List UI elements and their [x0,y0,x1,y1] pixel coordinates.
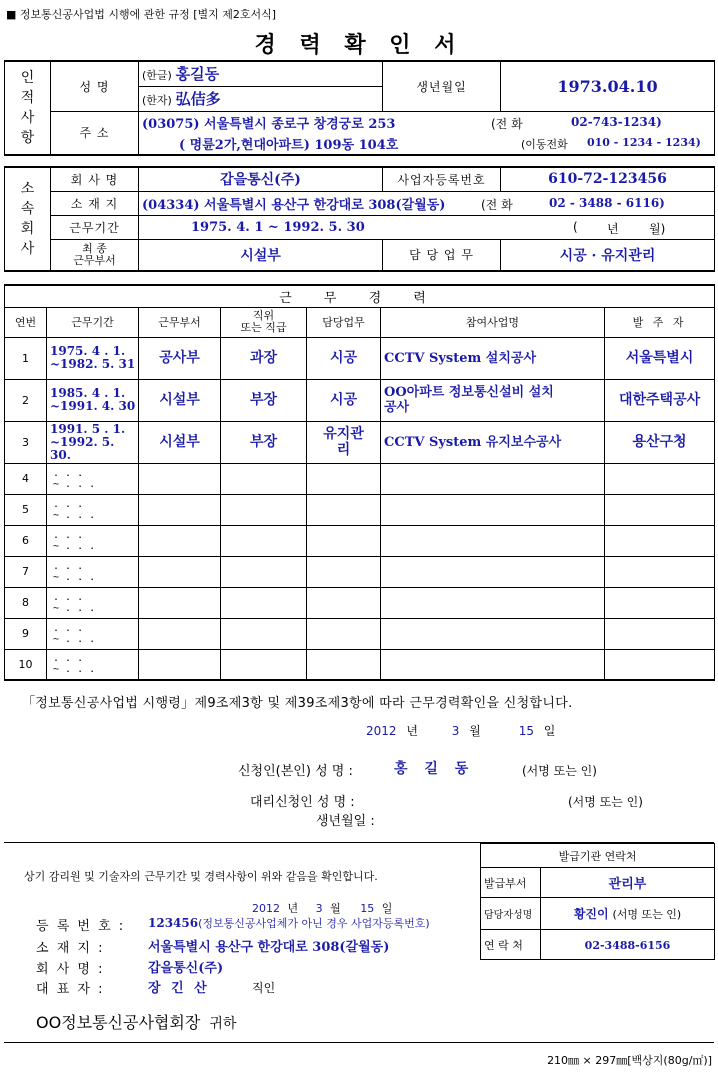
applicant-name: 홍 길 동 [394,761,475,777]
app-month-unit: 월 [469,724,481,738]
career-row [5,494,715,525]
career-cell-project: CCTV System 유지보수공사 [381,421,605,463]
address-label: 주 소 [51,111,139,155]
issuer-dept: 관리부 [608,877,647,892]
issuer-title: 발급기관 연락처 [481,844,715,868]
app-year-unit: 년 [406,724,418,738]
career-cell-duty: 유지관 리 [307,421,381,463]
career-cell-project: CCTV System 설치공사 [381,337,605,379]
career-cell-dept [139,587,221,618]
career-cell-no: 2 [5,379,47,421]
company-reg-label: 사업자등록번호 [383,167,501,191]
career-cell-period: . . . ~ . . . [47,463,139,494]
conf-year: 2012 [252,902,280,915]
career-cell-position: 부장 [221,421,307,463]
company-name-label: 회 사 명 [51,167,139,191]
footer-divider [4,1042,714,1043]
company-table [4,166,715,272]
company-section-label: 소 속 회 사 [5,167,51,271]
personal-section-label: 인 적 사 항 [5,61,51,155]
career-cell-project [381,649,605,680]
issuer-person-label: 담당자성명 [481,898,541,930]
career-cell-position [221,525,307,556]
applicant-sign-note: (서명 또는 인) [522,764,597,778]
document-title: 경 력 확 인 서 [254,33,464,58]
address-line1: (03075) 서울특별시 종로구 창경궁로 253 [142,116,396,132]
career-cell-period: . . . ~ . . . [47,525,139,556]
career-cell-no: 7 [5,556,47,587]
years-open: ( [573,219,578,234]
career-cell-client: 서울특별시 [605,337,715,379]
app-day-unit: 일 [543,724,556,738]
career-cell-period: . . . ~ . . . [47,556,139,587]
career-cell-duty [307,463,381,494]
career-title: 근 무 경 력 [5,285,715,307]
conf-month: 3 [315,902,323,915]
career-cell-duty [307,587,381,618]
regulation-caption: ■ 정보통신공사업법 시행에 관한 규정 [별지 제2호서식] [6,8,277,21]
career-cell-position [221,618,307,649]
career-cell-client [605,649,715,680]
career-row [5,379,715,421]
proxy-sign-note: (서명 또는 인) [568,795,643,809]
col-project: 참여사업명 [381,307,605,337]
career-cell-no: 3 [5,421,47,463]
career-row [5,463,715,494]
career-cell-no: 9 [5,618,47,649]
career-cell-dept: 시설부 [139,379,221,421]
career-cell-no: 1 [5,337,47,379]
career-cell-no: 5 [5,494,47,525]
conf-day-unit: 일 [381,902,393,915]
mobile-value: 010 - 1234 - 1234) [587,136,701,149]
conf-company: 갑을통신(주) [148,961,224,976]
career-cell-dept [139,494,221,525]
col-position: 직위 또는 직급 [221,307,307,337]
career-cell-project [381,525,605,556]
issuer-contact: 02-3488-6156 [584,938,671,952]
career-cell-no: 6 [5,525,47,556]
company-name: 갑을통신(주) [220,172,301,189]
career-cell-dept [139,556,221,587]
recipient: OO정보통신공사협회장 [36,1013,201,1032]
career-cell-client [605,556,715,587]
career-cell-duty [307,525,381,556]
col-dept: 근무부서 [139,307,221,337]
last-dept: 시설부 [240,247,281,264]
career-row [5,337,715,379]
last-dept-label: 최 종 근무부서 [51,239,139,271]
recipient-suffix: 귀하 [209,1016,237,1032]
company-phone-label: (전 화 [481,197,513,212]
career-cell-period: . . . ~ . . . [47,649,139,680]
name-hangul: 홍길동 [175,65,220,84]
career-cell-project: OO아파트 정보통신설비 설치 공사 [381,379,605,421]
career-cell-client: 대한주택공사 [605,379,715,421]
proxy-birth-label: 생년월일 : [316,814,375,829]
col-period: 근무기간 [47,307,139,337]
career-cell-position: 과장 [221,337,307,379]
personal-info-table [4,60,715,156]
confirmation-statement: 상기 감리원 및 기술자의 근무기간 및 경력사항이 위와 같음을 확인합니다. [24,870,378,883]
career-cell-dept: 시설부 [139,421,221,463]
duty-label: 담 당 업 무 [383,239,501,271]
career-cell-period: 1985. 4 . 1. ~1991. 4. 30 [47,379,139,421]
career-cell-project [381,463,605,494]
company-location-label: 소 재 지 [51,191,139,215]
mobile-label: (이동전화 [521,138,568,151]
conf-reg-note: (정보통신공사업체가 아닌 경우 사업자등록번호) [198,917,430,930]
conf-location: 서울특별시 용산구 한강대로 308(갈월동) [148,940,390,955]
col-no: 연번 [5,307,47,337]
career-cell-client [605,525,715,556]
career-cell-dept [139,525,221,556]
career-cell-dept [139,649,221,680]
conf-rep-label: 대 표 자 : [36,982,105,997]
duty-value: 시공 · 유지관리 [559,247,656,264]
career-row [5,618,715,649]
phone-label: (전 화 [491,116,523,131]
conf-reg-no: 123456 [148,916,199,930]
col-client: 발 주 자 [605,307,715,337]
conf-month-unit: 월 [330,902,341,915]
career-cell-project [381,556,605,587]
career-cell-position [221,556,307,587]
career-cell-project [381,494,605,525]
company-phone: 02 - 3488 - 6116) [549,195,665,210]
career-cell-project [381,618,605,649]
career-cell-duty [307,649,381,680]
career-cell-client [605,587,715,618]
company-location: (04334) 서울특별시 용산구 한강대로 308(갈월동) [142,197,446,213]
hanja-tag: (한자) [142,94,172,107]
app-month: 3 [451,724,460,738]
career-cell-dept: 공사부 [139,337,221,379]
career-cell-position [221,494,307,525]
issuer-person: 황진이 [573,907,609,921]
career-cell-no: 8 [5,587,47,618]
career-row [5,587,715,618]
period-label: 근무기간 [51,215,139,239]
birth-label: 생년월일 [383,61,501,111]
career-row [5,556,715,587]
career-cell-position: 부장 [221,379,307,421]
issuer-dept-label: 발급부서 [481,868,541,898]
career-cell-client [605,463,715,494]
career-cell-no: 4 [5,463,47,494]
career-cell-period: . . . ~ . . . [47,494,139,525]
conf-company-label: 회 사 명 : [36,962,105,977]
name-label: 성 명 [51,61,139,111]
career-cell-project [381,587,605,618]
career-cell-position [221,649,307,680]
career-cell-position [221,587,307,618]
career-cell-no: 10 [5,649,47,680]
years-unit: 년 [607,221,619,236]
conf-day: 15 [360,902,375,915]
seal-label: 직인 [252,981,276,995]
name-hanja: 弘佶多 [175,90,221,108]
company-period: 1975. 4. 1 ~ 1992. 5. 30 [191,219,365,235]
career-cell-period: . . . ~ . . . [47,587,139,618]
conf-rep: 장 긴 산 [148,981,210,996]
conf-year-unit: 년 [287,902,299,915]
issuer-person-note: (서명 또는 인) [612,908,682,921]
application-statement: 「정보통신공사업법 시행령」제9조제3항 및 제39조제3항에 따라 근무경력확인을 신청합니다. [22,696,573,711]
months-unit: 월) [649,221,666,236]
career-cell-duty [307,494,381,525]
career-cell-dept [139,618,221,649]
birth-value: 1973.04.10 [557,76,658,96]
career-row [5,649,715,680]
app-day: 15 [518,724,534,738]
career-cell-period: . . . ~ . . . [47,618,139,649]
phone-value: 02-743-1234) [571,114,662,129]
paper-spec: 210㎜ × 297㎜[백상지(80g/㎡)] [547,1054,712,1067]
hangul-tag: (한글) [142,69,172,83]
app-year: 2012 [366,724,397,738]
career-cell-duty: 시공 [307,379,381,421]
issuer-table [480,843,715,960]
career-cell-client [605,618,715,649]
career-cell-client: 용산구청 [605,421,715,463]
career-cell-client [605,494,715,525]
issuer-contact-label: 연 락 처 [481,930,541,960]
col-duty: 담당업무 [307,307,381,337]
address-line2: ( 명륜2가,현대아파트) 109동 104호 [179,138,399,153]
career-row [5,421,715,463]
career-cell-duty: 시공 [307,337,381,379]
career-cell-duty [307,556,381,587]
career-cell-period: 1991. 5 . 1. ~1992. 5. 30. [47,421,139,463]
career-header-row [5,307,715,337]
career-cell-dept [139,463,221,494]
conf-reg-label: 등 록 번 호 : [36,919,126,934]
proxy-label: 대리신청인 성 명 : [250,795,355,810]
career-cell-duty [307,618,381,649]
career-row [5,525,715,556]
conf-location-label: 소 재 지 : [36,941,105,956]
career-cell-period: 1975. 4 . 1. ~1982. 5. 31 [47,337,139,379]
career-table [4,284,715,681]
career-cell-position [221,463,307,494]
applicant-label: 신청인(본인) 성 명 : [238,764,353,779]
company-reg-no: 610-72-123456 [548,171,667,188]
